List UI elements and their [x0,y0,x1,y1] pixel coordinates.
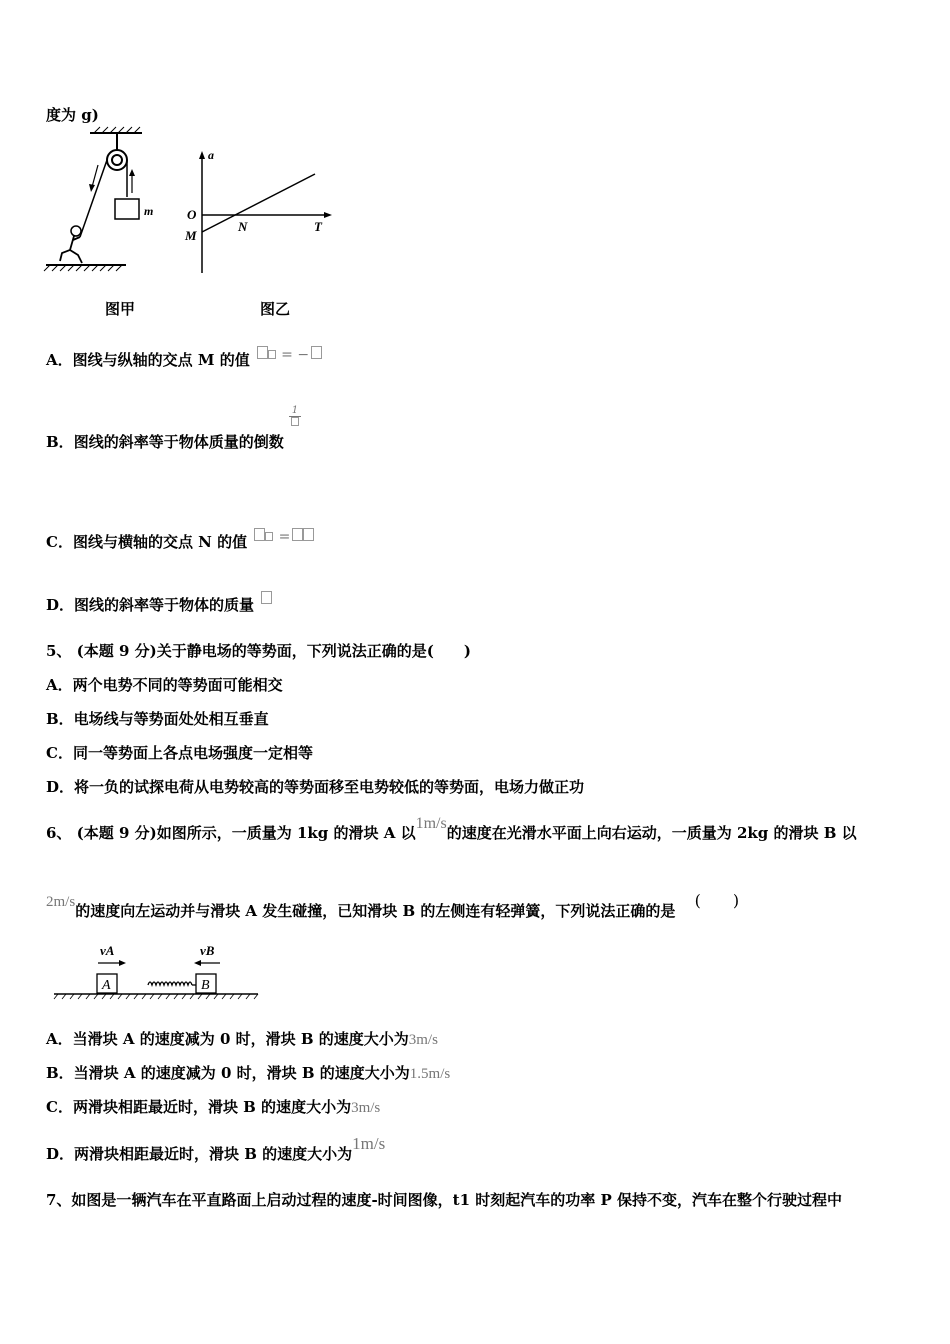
vb-label: vB [200,943,215,958]
q6-v2: 2m/s [46,894,76,910]
intro-line: 度为 g) [46,106,99,124]
q4-b-formula: 1 [289,405,301,428]
figure-yi [182,145,342,275]
mass-label: m [144,204,154,218]
q6-v1: 1m/s [415,815,447,832]
axis-y-label: a [208,148,214,162]
figure-yi-caption: 图乙 [260,300,291,318]
q6-option-b: B．当滑块 A 的速度减为 0 时，滑块 B 的速度大小为1.5m/s [46,1064,451,1082]
block-a-label: A [102,978,111,993]
q5-option-b: B．电场线与等势面处处相互垂直 [46,710,269,728]
q4-option-d: D．图线的斜率等于物体的质量 [46,591,272,615]
q4-a-formula: = − [281,347,310,363]
va-label: vA [100,943,115,958]
origin-label: O [187,207,197,222]
q5-stem: 5、 (本题 9 分)关于静电场的等势面，下列说法正确的是( ) [46,642,471,660]
q6-option-c: C．两滑块相距最近时，滑块 B 的速度大小为3m/s [46,1098,381,1116]
q4-c-formula: = [278,529,291,545]
q5-option-c: C．同一等势面上各点电场强度一定相等 [46,744,313,762]
q6-stem-line1: 6、 (本题 9 分)如图所示，一质量为 1kg 的滑块 A 以1m/s的速度在光滑水平面上向右运动，一质量为 2kg 的滑块 B 以 [46,815,857,842]
axis-x-label: T [314,219,322,234]
q7-stem: 7、如图是一辆汽车在平直路面上启动过程的速度-时间图像，t1 时刻起汽车的功率 P 保持不变，汽车在整个行驶过程中 [46,1191,842,1209]
q5-option-a: A．两个电势不同的等势面可能相交 [46,676,283,694]
point-m-label: M [185,228,197,243]
q6-stem-line2: 2m/s的速度向左运动并与滑块 A 发生碰撞，已知滑块 B 的左侧连有轻弹簧，下列说法正确的是 ( ) [46,891,740,920]
point-n-label: N [238,219,248,234]
q6-option-a: A．当滑块 A 的速度减为 0 时，滑块 B 的速度大小为3m/s [46,1030,438,1048]
q4-option-c: C．图线与横轴的交点 N 的值 = [46,528,314,552]
figure-blocks [50,938,270,1008]
figure-jia [42,125,172,275]
q4-option-b: B．图线的斜率等于物体质量的倒数 1 [46,427,301,452]
block-b-label: B [201,978,210,993]
q5-option-d: D．将一负的试探电荷从电势较高的等势面移至电势较低的等势面，电场力做正功 [46,778,585,796]
q4-option-a: A．图线与纵轴的交点 M 的值 = − [46,346,322,370]
figure-jia-caption: 图甲 [105,300,136,318]
q6-option-d: D．两滑块相距最近时，滑块 B 的速度大小为1m/s [46,1134,386,1163]
